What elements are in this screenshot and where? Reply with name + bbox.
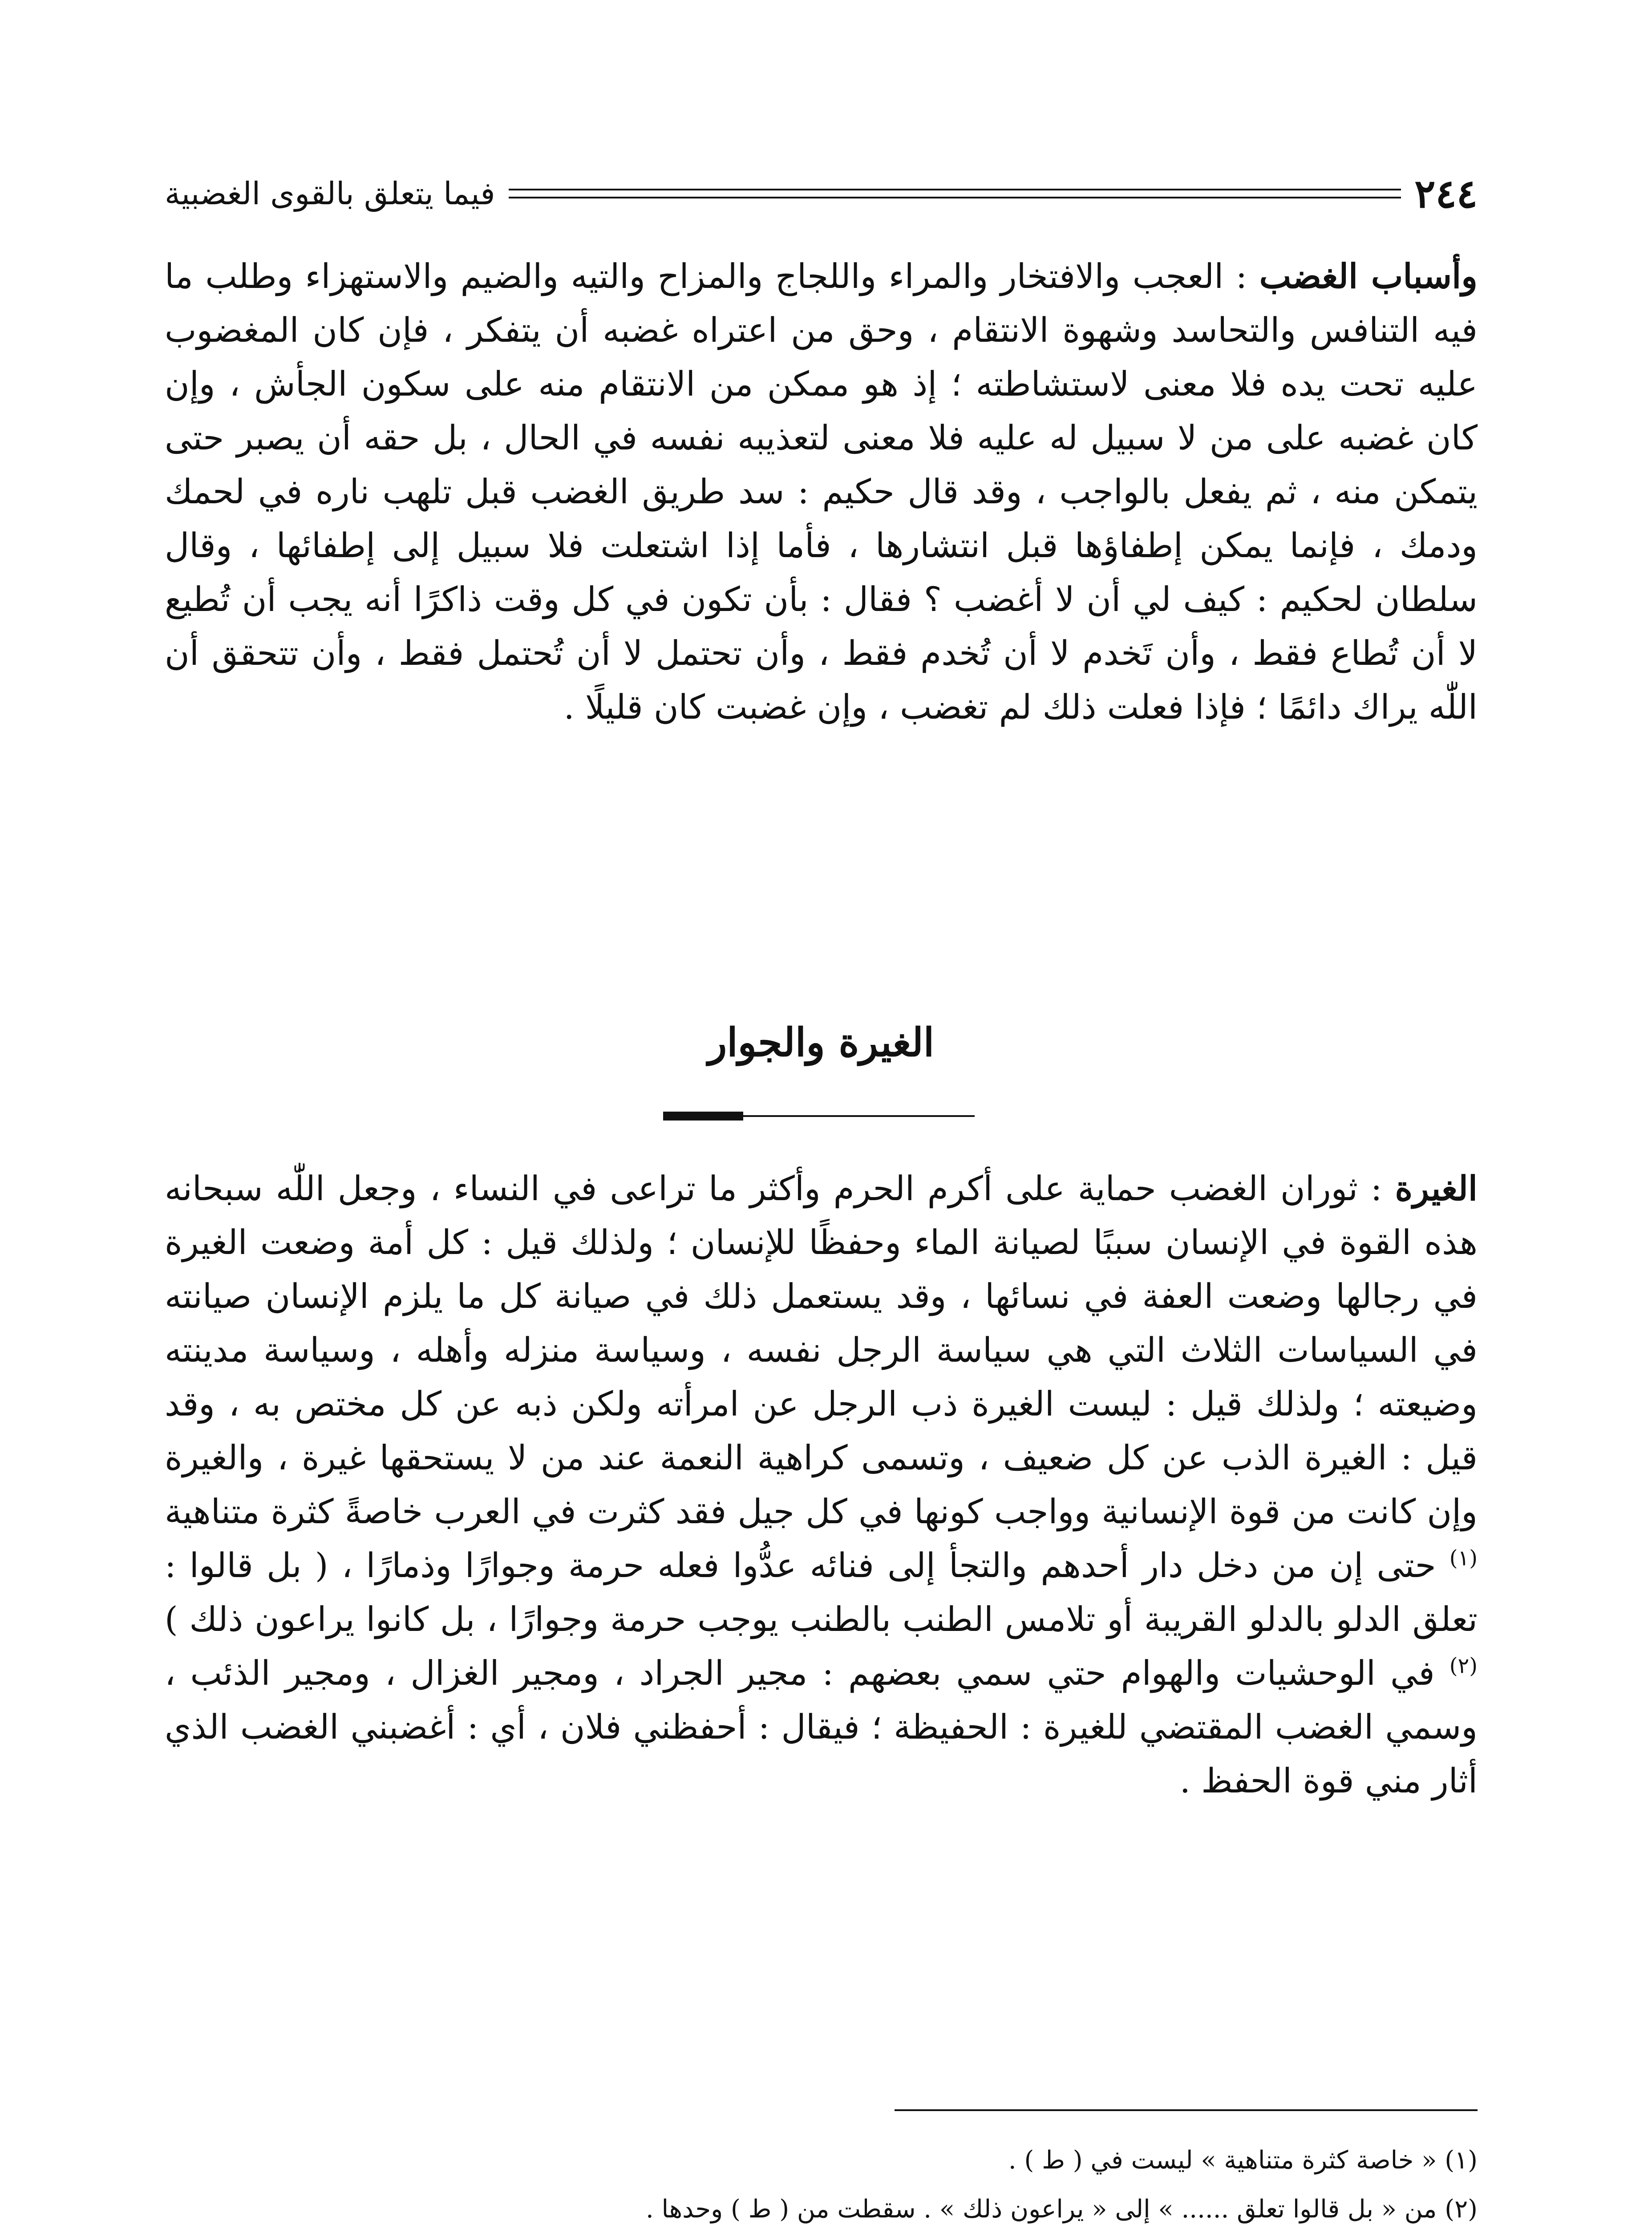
running-title: فيما يتعلق بالقوى الغضبية — [165, 175, 495, 212]
paragraph-jealousy — [165, 1161, 1478, 1808]
paragraph-text: في الوحشيات والهوام حتي سمي بعضهم : مجير الجراد ، ومجير الغزال ، ومجير الذئب ، وسمي الغضب المقتضي للغيرة : الحفيظة ؛ فيقال : أحفظني فلان ، أي : أغضبني الغضب الذي أثار مني قوة الحفظ . — [165, 1653, 1478, 1800]
paragraph-text: حتى إن من دخل دار أحدهم والتجأ إلى فنائه عدُّوا فعله حرمة وجوارًا وذمارًا ، ( بل قالوا : تعلق الدلو بالدلو القريبة أو تلامس الطنب بالطنب يوجب حرمة وجوارًا ، بل كانوا يراعون ذلك ) — [165, 1545, 1478, 1639]
paragraph-text: : العجب والافتخار والمراء واللجاج والمزاح والتيه والضيم والاستهزاء وطلب ما فيه التنافس والتحاسد وشهوة الانتقام ، وحق من اعتراه غضبه أن يتفكر ، فإن كان المغضوب عليه تحت يده فلا معنى لاستشاطته ؛ إذ هو ممكن من الانتقام منه على سكون الجأش ، وإن كان غضبه على من لا سبيل له عليه فلا معنى لتعذيبه نفسه في الحال ، بل حقه أن يصبر حتى يتمكن منه ، ثم يفعل بالواجب ، وقد قال حكيم : سد طريق الغضب قبل تلهب ناره في لحمك ودمك ، فإنما يمكن إطفاؤها قبل انتشارها ، فأما إذا اشتعلت فلا سبيل إلى إطفائها ، وقال سلطان لحكيم : كيف لي أن لا أغضب ؟ فقال : بأن تكون في كل وقت ذاكرًا أنه يجب أن تُطيع لا أن تُطاع فقط ، وأن تَخدم لا أن تُخدم فقط ، وأن تحتمل لا أن تُحتمل فقط ، وأن تتحقق أن اللّٰه يراك دائمًا ؛ فإذا فعلت ذلك لم تغضب ، وإن غضبت كان قليلًا . — [165, 256, 1478, 727]
paragraph-text: : ثوران الغضب حماية على أكرم الحرم وأكثر ما تراعى في النساء ، وجعل اللّٰه سبحانه هذه القوة في الإنسان سببًا لصيانة الماء وحفظًا للإنسان ؛ ولذلك قيل : كل أمة وضعت الغيرة في رجالها وضعت العفة في نسائها ، وقد يستعمل ذلك في صيانة كل ما يلزم الإنسان صيانته في السياسات الثلاث التي هي سياسة الرجل نفسه ، وسياسة منزله وأهله ، وسياسة مدينته وضيعته ؛ ولذلك قيل : ليست الغيرة ذب الرجل عن امرأته ولكن ذبه عن كل مختص به ، وقد قيل : الغيرة الذب عن كل ضعيف ، وتسمى كراهية النعمة عند من لا يستحقها غيرة ، والغيرة وإن كانت من قوة الإنسانية وواجب كونها في كل جيل فقد كثرت في العرب خاصةً كثرة متناهية — [165, 1169, 1478, 1531]
footnote-2: (٢) من « بل قالوا تعلق ...... » إلى « يراعون ذلك » . سقطت من ( ط ) وحدها . — [645, 2195, 1478, 2224]
page-number: ٢٤٤ — [1414, 170, 1478, 217]
section-title: الغيرة والجوار — [708, 1019, 935, 1065]
running-header — [165, 169, 1478, 218]
footnote-ref-2[interactable]: (٢) — [1449, 1653, 1478, 1679]
ornament-thick-bar — [663, 1112, 743, 1121]
paragraph-term: الغيرة — [1395, 1169, 1478, 1208]
header-rule — [509, 189, 1401, 198]
footnote-ref-1[interactable]: (١) — [1449, 1545, 1478, 1571]
paragraph-causes-of-anger — [165, 249, 1478, 734]
title-ornament — [663, 1112, 975, 1121]
footnotes — [165, 2136, 1478, 2225]
paragraph-term: وأسباب الغضب — [1259, 256, 1478, 296]
footnote-separator — [895, 2109, 1478, 2111]
footnote-1: (١) « خاصة كثرة متناهية » ليست في ( ط ) . — [1008, 2146, 1478, 2175]
